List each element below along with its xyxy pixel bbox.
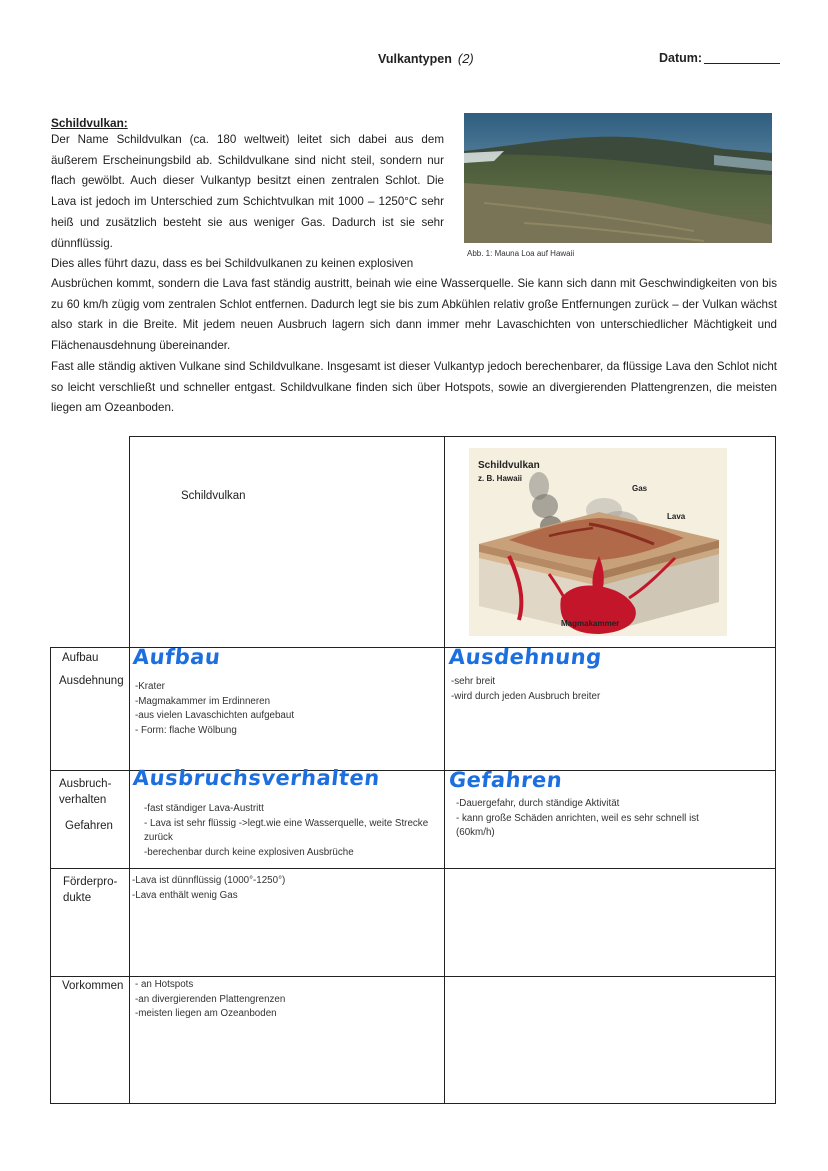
intro-paragraph-full: [51, 274, 777, 419]
row4-left-notes: [135, 978, 285, 1022]
intro-line-left: Dies alles führt dazu, dass es bei Schildvulkanen zu keinen explosiven: [51, 257, 414, 270]
intro-paragraph-left: Der Name Schildvulkan (ca. 180 weltweit) leitet sich dabei aus dem äußerem Erscheinungsbild ab. Schildvulkane sind nicht steil, sondern nur flach gewölbt. Auch dieser Vulkantyp besitzt einen zentralen Schlot. Die Lava ist jedoch im Unterschied zum Schichtvulkan mit 1000 – 1250°C sehr heiß und zusätzlich besteht sie aus weniger Gas. Dadurch ist sie sehr dünnflüssig.: [51, 133, 444, 250]
note-item: -Dauergefahr, durch ständige Aktivität: [456, 798, 620, 809]
row1-right-heading: Ausdehnung: [447, 645, 604, 669]
row2-left-heading: Ausbruchsverhalten: [131, 766, 382, 790]
date-label: Datum:: [659, 51, 703, 65]
intro-paragraph-2: Fast alle ständig aktiven Vulkane sind Schildvulkane. Insgesamt ist dieser Vulkantyp jedoch berechenbarer, da flüssige Lava den Schlot nicht so leicht verschließt und schneller entgast. Schildvulkane finden sich über Hotspots, sowie an divergierenden Plattengrenzen, die meisten liegen am Ozeanboden.: [51, 359, 777, 415]
note-item: -berechenbar durch keine explosiven Ausbrüche: [144, 846, 354, 858]
note-item: -Lava enthält wenig Gas: [132, 889, 238, 901]
row3-label-1: Förderpro-: [63, 876, 118, 888]
note-item: (60km/h): [456, 827, 495, 839]
diagram-label-gas: Gas: [632, 484, 648, 493]
top-left-cell: [129, 436, 445, 648]
mauna-loa-photo: [464, 113, 772, 243]
note-item: -wird durch jeden Ausbruch breiter: [451, 690, 601, 702]
row1-left-heading: Aufbau: [131, 645, 222, 669]
row1-label-1: Aufbau: [62, 652, 99, 664]
diagram-subtitle: z. B. Hawaii: [478, 474, 523, 483]
note-item: -fast ständiger Lava-Austritt: [144, 803, 264, 814]
row2-label-2: verhalten: [59, 794, 107, 806]
row2-right-notes: [456, 797, 699, 841]
row3-right-cell: [444, 868, 776, 977]
note-item: -Magmakammer im Erdinneren: [135, 695, 271, 707]
row1-left-notes: [135, 680, 294, 738]
diagram-label-magma: Magmakammer: [561, 619, 620, 628]
row1-right-notes: [451, 675, 600, 704]
date-field: [659, 51, 780, 65]
row4-right-cell: [444, 976, 776, 1104]
row2-left-notes: [144, 802, 428, 860]
row3-left-notes: [132, 874, 285, 903]
row2-label-3: Gefahren: [65, 820, 113, 832]
note-item: -aus vielen Lavaschichten aufgebaut: [135, 710, 295, 722]
date-blank-line: [704, 63, 780, 64]
row1-label-2: Ausdehnung: [59, 675, 124, 687]
note-item: -an divergierenden Plattengrenzen: [135, 993, 286, 1005]
top-cell-label: Schildvulkan: [181, 490, 246, 502]
diagram-label-lava: Lava: [667, 512, 686, 521]
row4-label-1: Vorkommen: [62, 980, 124, 992]
note-item: -Lava ist dünnflüssig (1000°-1250°): [132, 875, 286, 886]
diagram-title: Schildvulkan: [478, 460, 540, 471]
row2-label-1: Ausbruch-: [59, 778, 112, 790]
note-item: -Krater: [135, 681, 165, 692]
intro-paragraph-1: Ausbrüchen kommt, sondern die Lava fast ständig austritt, beinah wie eine Wasserquelle. Sie kann sich dann mit Geschwindigkeiten von bis zu 60 km/h zügig vom zentralen Schlot entfernen. Dadurch legt sie bis zum Abkühlen relativ große Entfernungen zurück – der Vulkan wächst also stark in die Breite. Mit jedem neuen Ausbruch lagern sich dann immer mehr Lavaschichten von unterschiedlicher Mächtigkeit und Flächenausdehnung übereinander.: [51, 277, 777, 353]
note-item: - an Hotspots: [135, 979, 194, 990]
row4-label-cell: [50, 976, 130, 1104]
worksheet-title: [378, 51, 474, 66]
note-item: -meisten liegen am Ozeanboden: [135, 1008, 277, 1020]
title-text: Vulkantypen: [378, 52, 452, 66]
shield-volcano-diagram: [469, 448, 727, 636]
title-number: (2): [457, 51, 474, 66]
section-heading: Schildvulkan:: [51, 116, 128, 130]
photo-caption: Abb. 1: Mauna Loa auf Hawaii: [467, 249, 575, 258]
row2-right-heading: Gefahren: [447, 768, 564, 792]
note-item: - Lava ist sehr flüssig ->legt.wie eine Wasserquelle, weite Strecke: [144, 817, 429, 829]
note-item: - kann große Schäden anrichten, weil es sehr schnell ist: [456, 812, 699, 824]
note-item: zurück: [144, 832, 173, 844]
note-item: -sehr breit: [451, 676, 496, 687]
note-item: - Form: flache Wölbung: [135, 724, 237, 736]
mauna-loa-photo-image: [464, 113, 772, 243]
row3-label-2: dukte: [63, 892, 92, 904]
